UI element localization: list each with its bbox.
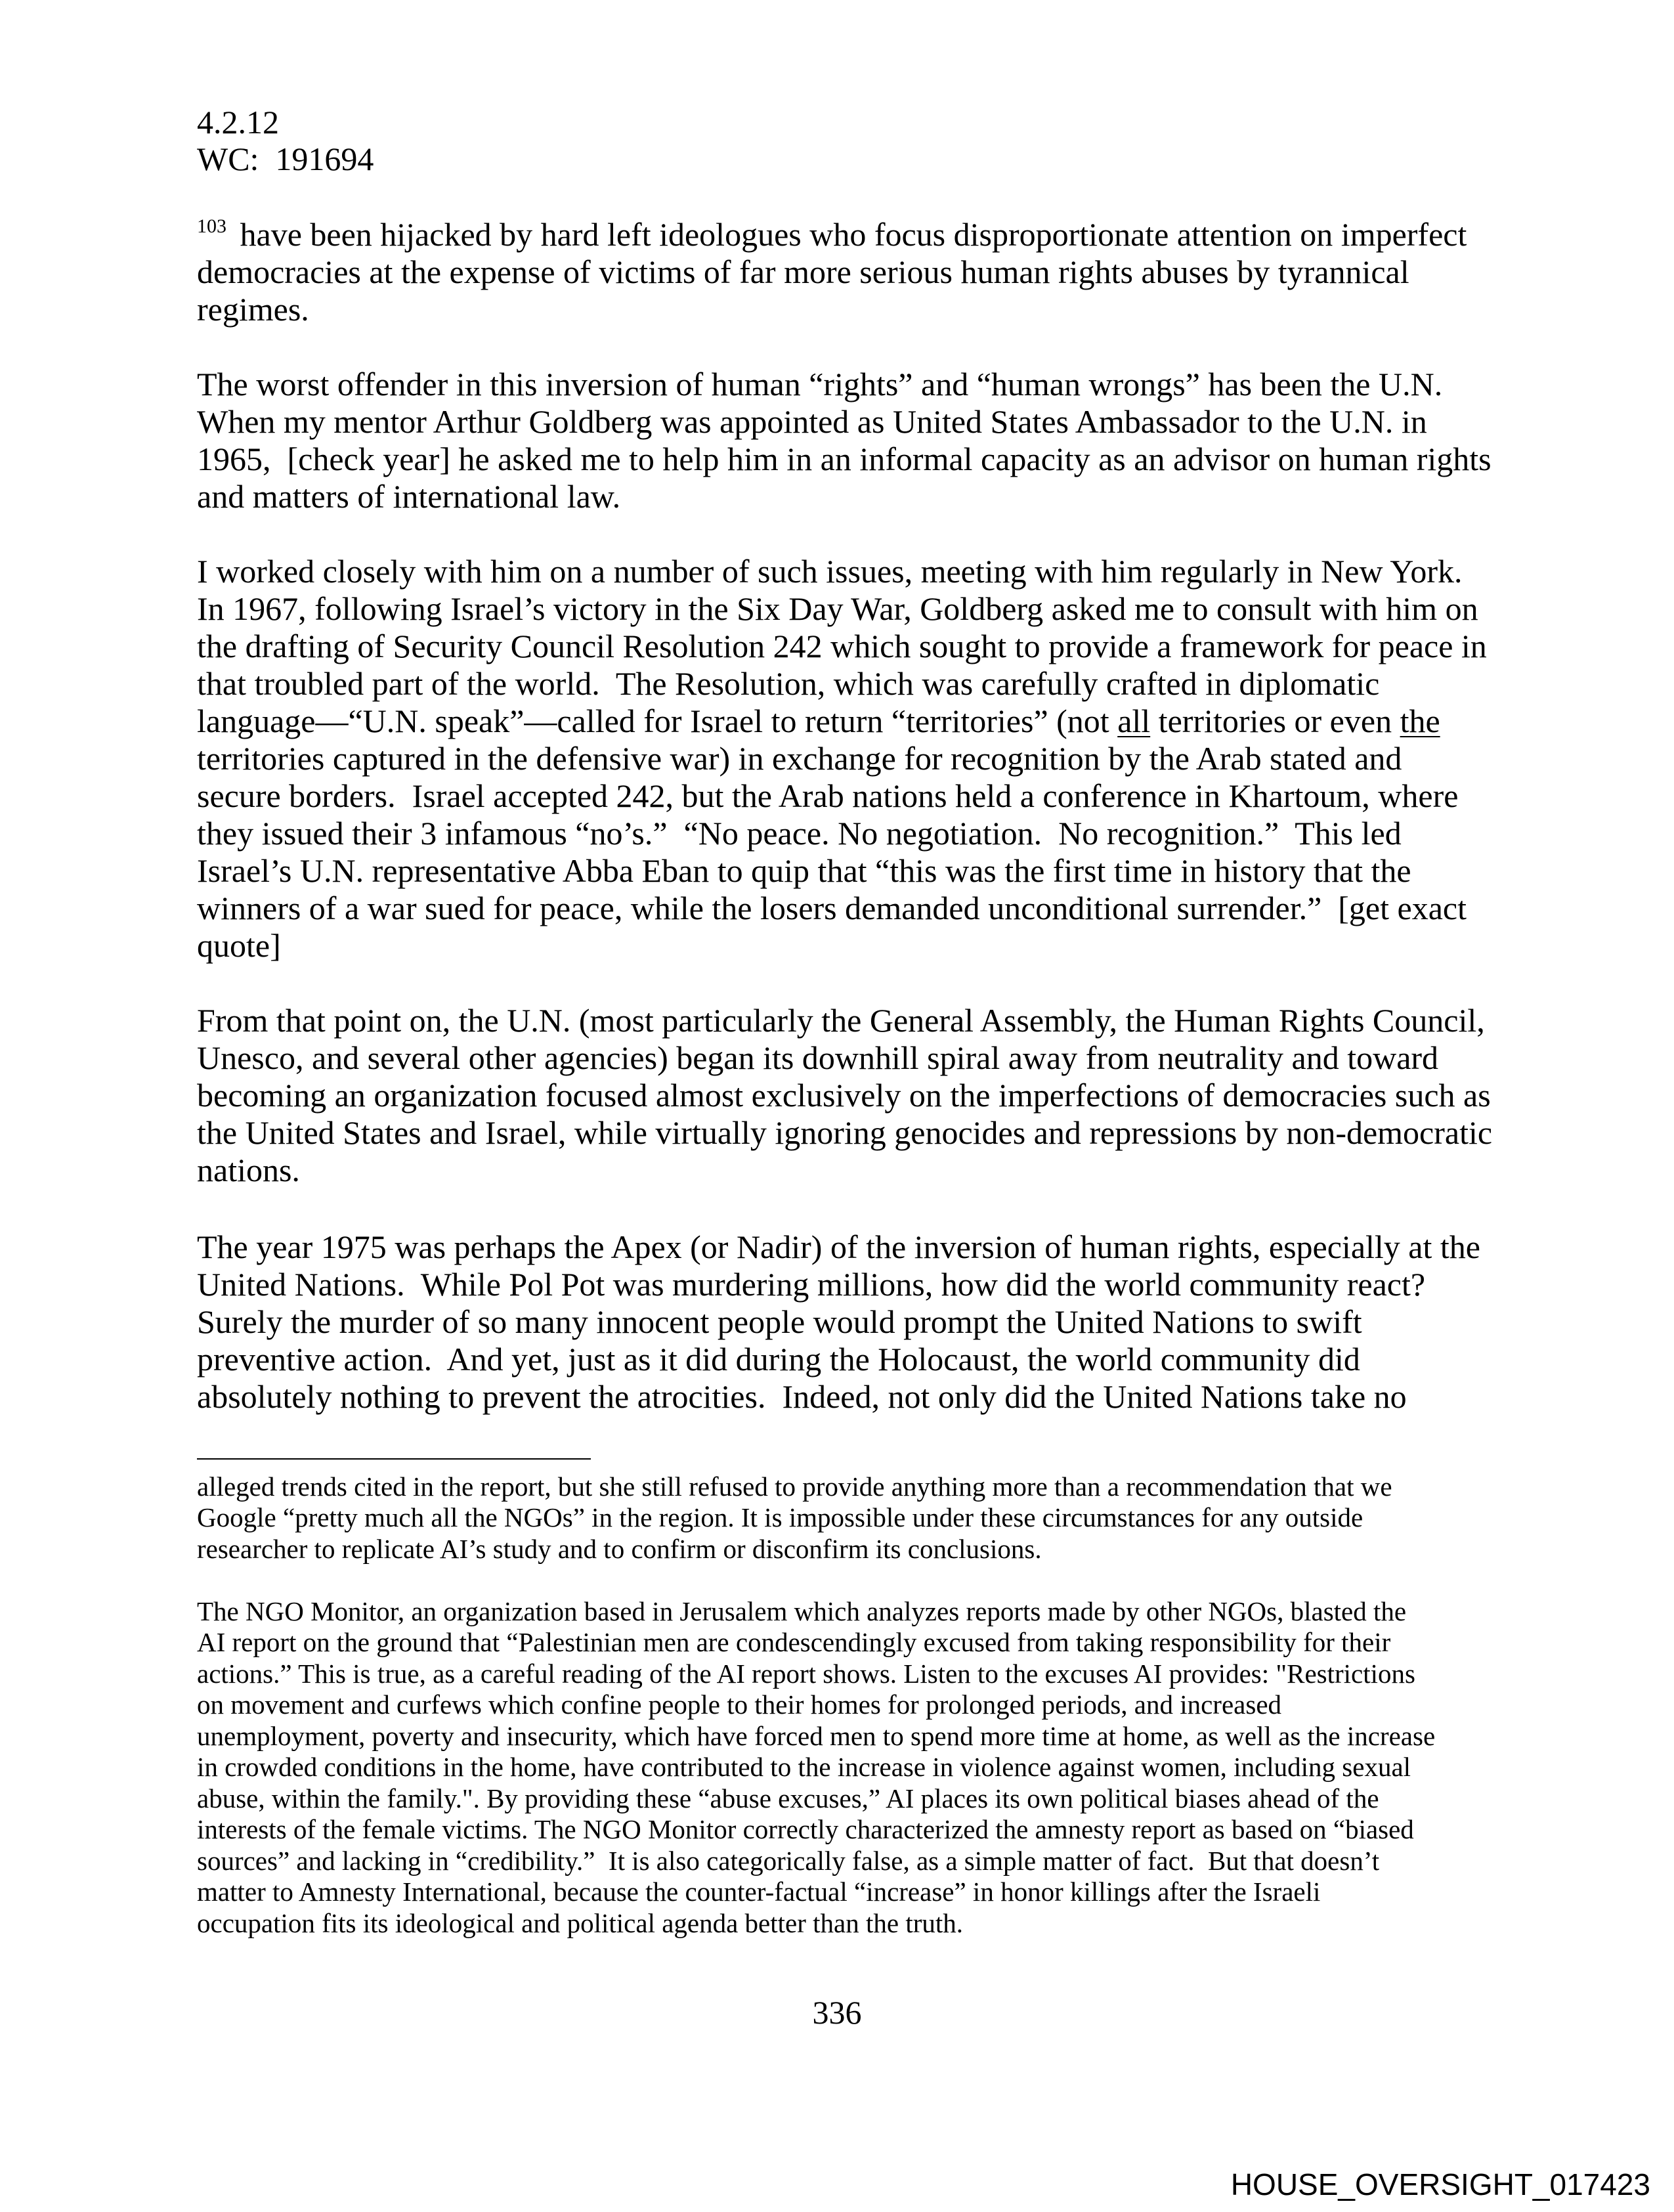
- footnote-line: in crowded conditions in the home, have contributed to the increase in violence against women, including sexual: [197, 1752, 1411, 1782]
- page-number: 336: [812, 1994, 862, 2031]
- body-line: winners of a war sued for peace, while the losers demanded unconditional surrender.” [get exact: [197, 890, 1467, 926]
- body-line: I worked closely with him on a number of such issues, meeting with him regularly in New York.: [197, 553, 1463, 590]
- draft-date: 4.2.12: [197, 104, 279, 141]
- body-line: territories captured in the defensive war) in exchange for recognition by the Arab stated and: [197, 740, 1402, 777]
- footnote-line: alleged trends cited in the report, but she still refused to provide anything more than a recommendation that we: [197, 1471, 1392, 1502]
- word-count: WC: 191694: [197, 141, 374, 177]
- body-line: the United States and Israel, while virtually ignoring genocides and repressions by non-democratic: [197, 1114, 1493, 1151]
- underlined-word-all: all: [1117, 703, 1151, 739]
- body-line: When my mentor Arthur Goldberg was appointed as United States Ambassador to the U.N. in: [197, 403, 1427, 440]
- body-line: From that point on, the U.N. (most particularly the General Assembly, the Human Rights Council,: [197, 1002, 1485, 1039]
- footnote-line: The NGO Monitor, an organization based in Jerusalem which analyzes reports made by other NGOs, blasted the: [197, 1596, 1407, 1626]
- body-line: Israel’s U.N. representative Abba Eban to quip that “this was the first time in history that the: [197, 852, 1411, 889]
- footnote-line: abuse, within the family.". By providing these “abuse excuses,” AI places its own political biases ahead of the: [197, 1783, 1379, 1813]
- body-line-underlined: language—“U.N. speak”—called for Israel to return “territories” (not all territories or even the: [197, 703, 1440, 739]
- footnote-line: actions.” This is true, as a careful reading of the AI report shows. Listen to the excuses AI provides: "Restrictions: [197, 1659, 1415, 1689]
- body-line: Surely the murder of so many innocent people would prompt the United Nations to swift: [197, 1303, 1362, 1340]
- body-line: that troubled part of the world. The Resolution, which was carefully crafted in diplomatic: [197, 665, 1380, 702]
- body-line: The year 1975 was perhaps the Apex (or Nadir) of the inversion of human rights, especially at the: [197, 1228, 1480, 1265]
- body-line: The worst offender in this inversion of human “rights” and “human wrongs” has been the U.N.: [197, 366, 1443, 402]
- footnote-separator: [197, 1458, 591, 1460]
- footnote-reference-103[interactable]: 103: [197, 215, 226, 237]
- body-line: becoming an organization focused almost exclusively on the imperfections of democracies such as: [197, 1077, 1491, 1114]
- body-line: democracies at the expense of victims of far more serious human rights abuses by tyrannical: [197, 253, 1409, 290]
- body-line: 1965, [check year] he asked me to help him in an informal capacity as an advisor on human rights: [197, 441, 1492, 477]
- footnote-line: occupation fits its ideological and political agenda better than the truth.: [197, 1908, 963, 1938]
- footnote-line: AI report on the ground that “Palestinian men are condescendingly excused from taking responsibility for their: [197, 1627, 1391, 1657]
- body-line: nations.: [197, 1152, 300, 1188]
- body-line: In 1967, following Israel’s victory in the Six Day War, Goldberg asked me to consult with him on: [197, 590, 1478, 627]
- footnote-line: matter to Amnesty International, because the counter-factual “increase” in honor killings after the Israeli: [197, 1876, 1321, 1907]
- footnote-line: interests of the female victims. The NGO Monitor correctly characterized the amnesty report as based on “biased: [197, 1814, 1414, 1844]
- underlined-word-the: the: [1400, 703, 1440, 739]
- footnote-line: unemployment, poverty and insecurity, which have forced men to spend more time at home, as well as the increase: [197, 1721, 1436, 1751]
- footnote-line: on movement and curfews which confine people to their homes for prolonged periods, and increased: [197, 1689, 1282, 1720]
- body-line: United Nations. While Pol Pot was murdering millions, how did the world community react?: [197, 1266, 1426, 1303]
- body-line: the drafting of Security Council Resolution 242 which sought to provide a framework for peace in: [197, 628, 1487, 664]
- body-line: quote]: [197, 927, 281, 964]
- footnote-line: researcher to replicate AI’s study and to confirm or disconfirm its conclusions.: [197, 1534, 1042, 1564]
- body-line: and matters of international law.: [197, 478, 621, 515]
- bates-number: HOUSE_OVERSIGHT_017423: [1230, 2167, 1650, 2201]
- body-line: Unesco, and several other agencies) began its downhill spiral away from neutrality and toward: [197, 1039, 1439, 1076]
- footnote-line: Google “pretty much all the NGOs” in the region. It is impossible under these circumstances for any outside: [197, 1502, 1363, 1532]
- body-line: they issued their 3 infamous “no’s.” “No peace. No negotiation. No recognition.” This led: [197, 815, 1402, 852]
- body-line: regimes.: [197, 291, 309, 328]
- body-line: preventive action. And yet, just as it did during the Holocaust, the world community did: [197, 1341, 1360, 1377]
- footnote-line: sources” and lacking in “credibility.” It is also categorically false, as a simple matter of fact. But that doesn’t: [197, 1846, 1380, 1876]
- body-line: secure borders. Israel accepted 242, but the Arab nations held a conference in Khartoum, where: [197, 777, 1459, 814]
- body-line: absolutely nothing to prevent the atrocities. Indeed, not only did the United Nations take no: [197, 1378, 1407, 1415]
- body-line: $^{103}$ have been hijacked by hard left ideologues who focus disproportionate attention on imperfect: [197, 215, 1467, 253]
